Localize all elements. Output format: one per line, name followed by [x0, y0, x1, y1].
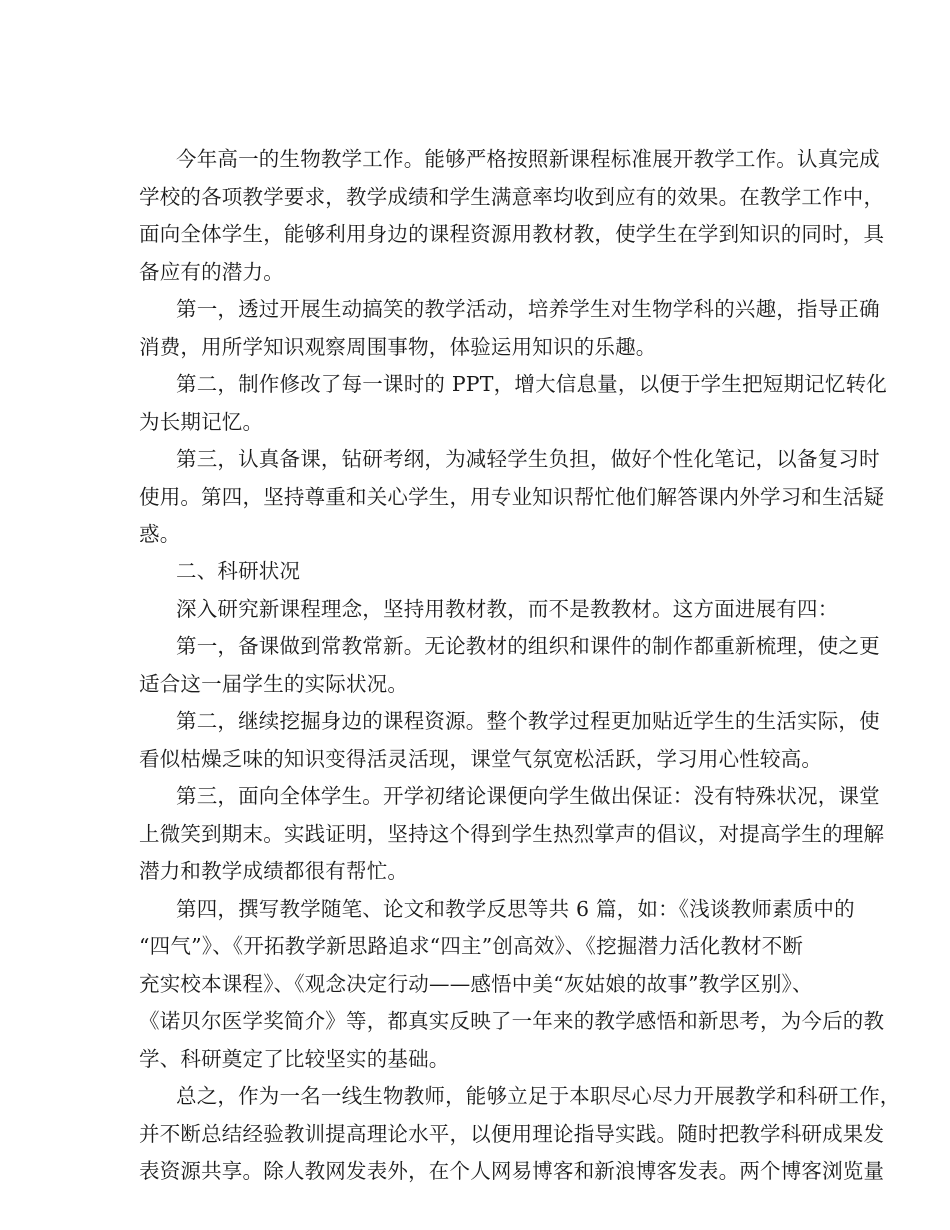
- text-line: 为长期记忆。: [139, 410, 264, 434]
- text-line: 深入研究新课程理念，坚持用教材教，而不是教教材。这方面进展有四：: [176, 597, 839, 621]
- text-line: 学、科研奠定了比较坚实的基础。: [139, 1047, 450, 1071]
- text-line: 面向全体学生，能够利用身边的课程资源用教材教，使学生在学到知识的同时，具: [139, 222, 885, 246]
- text-line: 惑。: [139, 522, 181, 546]
- text-line: 第三，认真备课，钻研考纲，为减轻学生负担，做好个性化笔记，以备复习时: [176, 447, 880, 471]
- text-line: 表资源共享。除人教网发表外，在个人网易博客和新浪博客发表。两个博客浏览量: [139, 1159, 885, 1183]
- text-line: 第二，制作修改了每一课时的 PPT，增大信息量，以便于学生把短期记忆转化: [176, 372, 887, 396]
- text-line: 第二，继续挖掘身边的课程资源。整个教学过程更加贴近学生的生活实际，使: [176, 709, 880, 733]
- text-line: 学校的各项教学要求，教学成绩和学生满意率均收到应有的效果。在教学工作中，: [139, 185, 885, 209]
- text-line: 第四，撰写教学随笔、论文和教学反思等共 6 篇，如：《浅谈教师素质中的: [176, 897, 855, 921]
- text-line: 《诺贝尔医学奖简介》等，都真实反映了一年来的教学感悟和新思考，为今后的教: [139, 1009, 885, 1033]
- text-line: 第一，透过开展生动搞笑的教学活动，培养学生对生物学科的兴趣，指导正确: [176, 297, 880, 321]
- text-line: 并不断总结经验教训提高理论水平，以便用理论指导实践。随时把教学科研成果发: [139, 1122, 885, 1146]
- text-line: 适合这一届学生的实际状况。: [139, 672, 409, 696]
- text-line: “四气”》、《开拓教学新思路追求“四主”创高效》、《挖掘潜力活化教材不断: [139, 934, 804, 958]
- text-line: 潜力和教学成绩都很有帮忙。: [139, 859, 409, 883]
- text-line: 第一，备课做到常教常新。无论教材的组织和课件的制作都重新梳理，使之更: [176, 634, 880, 658]
- section-heading: 二、科研状况: [176, 559, 301, 583]
- text-line: 使用。第四，坚持尊重和关心学生，用专业知识帮忙他们解答课内外学习和生活疑: [139, 485, 885, 509]
- text-line: 看似枯燥乏味的知识变得活灵活现，课堂气氛宽松活跃，学习用心性较高。: [139, 747, 823, 771]
- text-line: 消费，用所学知识观察周围事物，体验运用知识的乐趣。: [139, 335, 657, 359]
- text-line: 上微笑到期末。实践证明，坚持这个得到学生热烈掌声的倡议，对提高学生的理解: [139, 822, 885, 846]
- text-line: 今年高一的生物教学工作。能够严格按照新课程标准展开教学工作。认真完成: [176, 147, 880, 171]
- text-line: 充实校本课程》、《观念决定行动——感悟中美“灰姑娘的故事”教学区别》、: [139, 972, 813, 996]
- text-line: 总之，作为一名一线生物教师，能够立足于本职尽心尽力开展教学和科研工作，: [176, 1084, 901, 1108]
- text-line: 第三，面向全体学生。开学初绪论课便向学生做出保证：没有特殊状况，课堂: [176, 784, 880, 808]
- text-line: 备应有的潜力。: [139, 260, 284, 284]
